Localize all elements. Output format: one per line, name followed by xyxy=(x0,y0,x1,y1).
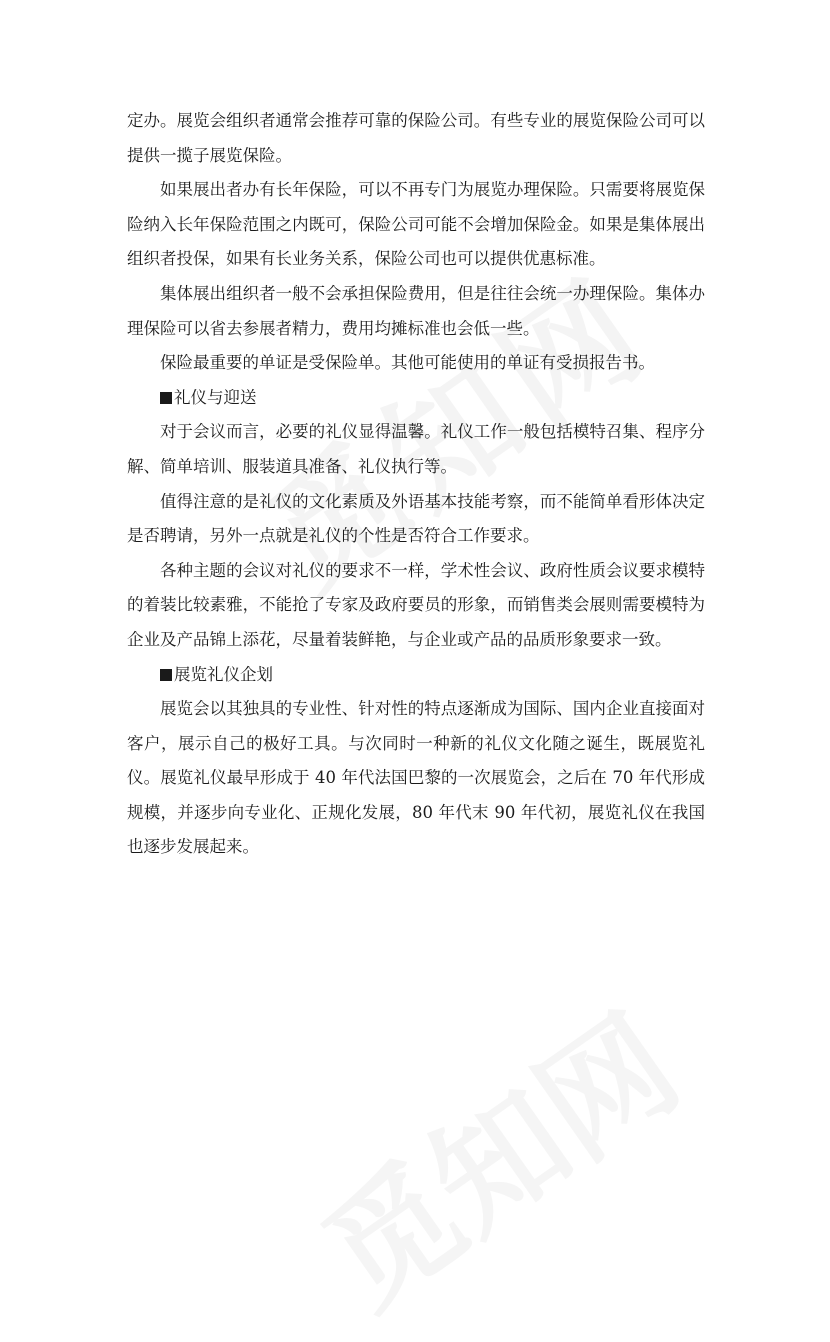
watermark-bottom xyxy=(282,965,709,1342)
paragraph: 展览会以其独具的专业性、针对性的特点逐渐成为国际、国内企业直接面对客户，展示自己的极好工具。与次同时一种新的礼仪文化随之诞生，既展览礼仪。展览礼仪最早形成于 40 年代法国巴黎的一次展览会，之后在 70 年代形成规模，并逐步向专业化、正规化发展，80 年代末 90 年代初，展览礼仪在我国也逐步发展起来。 xyxy=(127,699,705,857)
paragraph: 如果展出者办有长年保险，可以不再专门为展览办理保险。只需要将展览保险纳入长年保险范围之内既可，保险公司可能不会增加保险金。如果是集体展出组织者投保，如果有长业务关系，保险公司也可以提供优惠标准。 xyxy=(127,180,705,269)
paragraph: 保险最重要的单证是受保险单。其他可能使用的单证有受损报告书。 xyxy=(160,353,655,373)
square-bullet-icon xyxy=(160,392,172,404)
section-heading xyxy=(127,381,705,416)
document-body xyxy=(127,104,705,865)
paragraph: 各种主题的会议对礼仪的要求不一样，学术性会议、政府性质会议要求模特的着装比较素雅，不能抢了专家及政府要员的形象，而销售类会展则需要模特为企业及产品锦上添花，尽量着装鲜艳，与企业或产品的品质形象要求一致。 xyxy=(127,560,705,649)
paragraph: 对于会议而言，必要的礼仪显得温馨。礼仪工作一般包括模特召集、程序分解、简单培训、服装道具准备、礼仪执行等。 xyxy=(127,422,705,476)
paragraph: 定办。展览会组织者通常会推荐可靠的保险公司。有些专业的展览保险公司可以提供一揽子展览保险。 xyxy=(127,111,705,165)
paragraph: 值得注意的是礼仪的文化素质及外语基本技能考察，而不能简单看形体决定是否聘请，另外一点就是礼仪的个性是否符合工作要求。 xyxy=(127,491,705,546)
paragraph: 集体展出组织者一般不会承担保险费用，但是往往会统一办理保险。集体办理保险可以省去参展者精力，费用均摊标准也会低一些。 xyxy=(127,283,705,338)
square-bullet-icon xyxy=(160,669,172,681)
section-heading xyxy=(127,658,705,693)
section-heading-text: 礼仪与迎送 xyxy=(174,387,257,407)
section-heading-text: 展览礼仪企划 xyxy=(174,664,273,684)
